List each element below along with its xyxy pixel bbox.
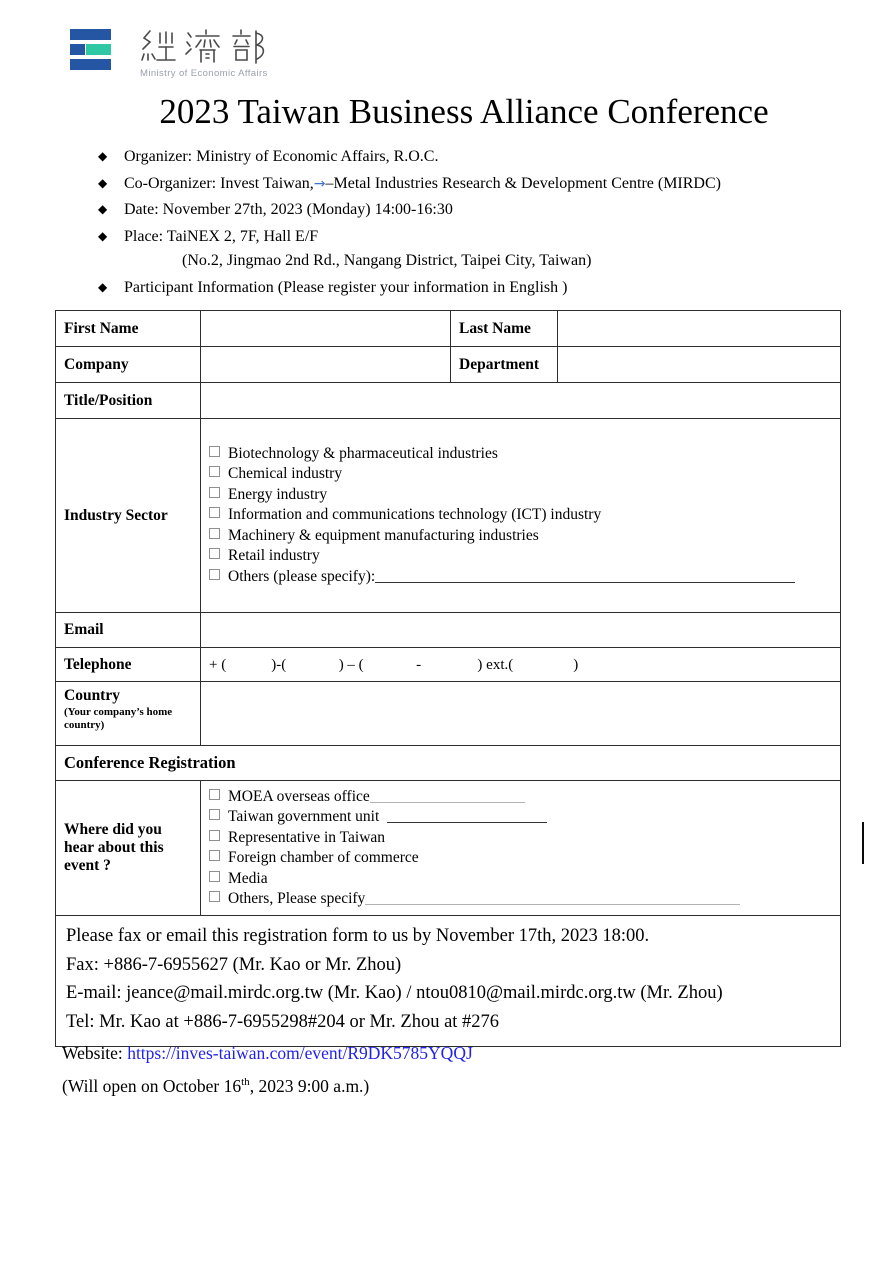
table-row	[56, 682, 841, 746]
participant-text: Participant Information (Please register your information in English )	[124, 278, 568, 296]
industry-option-label: Energy industry	[228, 485, 328, 503]
checkbox-icon[interactable]	[209, 507, 220, 518]
telephone-input-cell[interactable]	[201, 648, 841, 682]
industry-option-label: Biotechnology & pharmaceutical industries	[228, 444, 498, 462]
hear-others-label: Others, Please specify	[228, 890, 366, 907]
telephone-format-text: + ( )-( ) – ( - ) ext.( )	[209, 656, 579, 673]
hear-option	[209, 848, 832, 869]
page-title: 2023 Taiwan Business Alliance Conference	[159, 92, 769, 131]
industry-others-label: Others (please specify):	[228, 567, 376, 585]
diamond-bullet-icon: ◆	[98, 202, 108, 216]
registration-table	[55, 310, 841, 1047]
industry-option	[209, 546, 832, 567]
checkbox-icon[interactable]	[209, 466, 220, 477]
telephone-label: Telephone	[56, 648, 201, 682]
table-row	[56, 648, 841, 682]
note-deadline-text: Please fax or email this registration form to us by November 17th, 2023 18:00.	[66, 926, 650, 946]
open-note-suffix: , 2023 9:00 a.m.)	[249, 1076, 370, 1096]
open-note-superscript: th	[241, 1076, 250, 1089]
website-url-link[interactable]: https://inves-taiwan.com/event/R9DK5785YQQJ	[127, 1043, 473, 1063]
hear-option-label: MOEA overseas office	[228, 787, 370, 805]
hear-option-blank-line[interactable]	[387, 808, 547, 823]
last-name-input-cell[interactable]	[558, 311, 841, 347]
event-info-list	[98, 147, 868, 304]
note-tel-text: Tel: Mr. Kao at +886-7-6955298#204 or Mr. Zhou at #276	[66, 1011, 500, 1032]
country-label-cell	[56, 682, 201, 746]
first-name-label: First Name	[56, 311, 201, 347]
company-input-cell[interactable]	[201, 347, 451, 383]
industry-option	[209, 444, 832, 465]
hear-option	[209, 869, 832, 890]
checkbox-icon[interactable]	[209, 789, 220, 800]
moea-logo	[70, 28, 275, 79]
diamond-bullet-icon: ◆	[98, 175, 108, 190]
industry-option	[209, 526, 832, 547]
hear-option-label: Taiwan government unit	[228, 808, 380, 825]
hear-option	[209, 787, 832, 808]
industry-option-others	[209, 567, 832, 588]
note-email-text: E-mail: jeance@mail.mirdc.org.tw (Mr. Kao) / ntou0810@mail.mirdc.org.tw (Mr. Zhou)	[66, 983, 723, 1003]
conference-registration-header: Conference Registration	[56, 746, 841, 781]
hear-option-label: Representative in Taiwan	[228, 828, 386, 846]
place-address-text: (No.2, Jingmao 2nd Rd., Nangang District, Taipei City, Taiwan)	[182, 252, 592, 269]
checkbox-icon[interactable]	[209, 569, 220, 580]
country-sublabel: (Your company’s home country)	[64, 706, 173, 731]
email-label: Email	[56, 613, 201, 648]
hear-option-label: Media	[228, 869, 268, 887]
department-input-cell[interactable]	[558, 347, 841, 383]
first-name-input-cell[interactable]	[201, 311, 451, 347]
industry-sector-options-cell	[201, 419, 841, 613]
industry-option-label: Chemical industry	[228, 465, 343, 483]
checkbox-icon[interactable]	[209, 871, 220, 882]
industry-option	[209, 485, 832, 506]
hear-option-others	[209, 889, 832, 910]
table-row	[56, 916, 841, 1047]
footer	[62, 1042, 473, 1108]
website-label: Website:	[62, 1043, 128, 1063]
table-row	[56, 781, 841, 916]
moea-logo-bars-icon	[70, 28, 112, 71]
diamond-bullet-icon: ◆	[98, 149, 108, 163]
title-position-input-cell[interactable]	[201, 383, 841, 419]
hear-option	[209, 828, 832, 849]
hear-option-label: Foreign chamber of commerce	[228, 849, 419, 866]
industry-others-blank-line[interactable]	[375, 568, 795, 583]
title-position-label: Title/Position	[56, 383, 201, 419]
industry-sector-label: Industry Sector	[56, 419, 201, 613]
track-change-arrow-icon: →	[313, 175, 326, 192]
industry-option-label: Retail industry	[228, 547, 320, 565]
checkbox-icon[interactable]	[209, 548, 220, 559]
industry-option	[209, 464, 832, 485]
table-row	[56, 347, 841, 383]
industry-option-label: Information and communications technology (ICT) industry	[228, 506, 602, 524]
last-name-label: Last Name	[451, 311, 558, 347]
checkbox-icon[interactable]	[209, 809, 220, 820]
table-row	[56, 613, 841, 648]
moea-logo-zh-text	[140, 28, 275, 66]
moea-logo-en-text: Ministry of Economic Affairs	[140, 68, 268, 79]
hear-option	[209, 807, 832, 828]
note-fax-text: Fax: +886-7-6955627 (Mr. Kao or Mr. Zhou)	[66, 954, 402, 975]
checkbox-icon[interactable]	[209, 850, 220, 861]
checkbox-icon[interactable]	[209, 487, 220, 498]
checkbox-icon[interactable]	[209, 891, 220, 902]
hear-option-blank-line[interactable]	[370, 788, 525, 803]
industry-option	[209, 505, 832, 526]
table-row	[56, 419, 841, 613]
email-input-cell[interactable]	[201, 613, 841, 648]
department-label: Department	[451, 347, 558, 383]
organizer-line	[98, 147, 868, 167]
open-note-prefix: (Will open on October 16	[62, 1076, 242, 1096]
co-organizer-text-rest: Metal Industries Research & Development Centre (MIRDC)	[333, 174, 721, 192]
diamond-bullet-icon: ◆	[98, 279, 108, 294]
website-line	[62, 1042, 473, 1065]
table-row	[56, 746, 841, 781]
co-organizer-text: Co-Organizer: Invest Taiwan,	[124, 174, 314, 192]
table-row	[56, 311, 841, 347]
checkbox-icon[interactable]	[209, 830, 220, 841]
moea-logo-text	[140, 28, 275, 79]
co-organizer-line	[98, 174, 868, 194]
open-date-line	[62, 1075, 473, 1098]
track-change-bar	[862, 822, 864, 864]
submission-note-cell	[56, 916, 841, 1047]
date-text: Date: November 27th, 2023 (Monday) 14:00-16:30	[124, 201, 453, 218]
participant-line	[98, 278, 868, 298]
diamond-bullet-icon: ◆	[98, 228, 108, 243]
hear-about-options-cell	[201, 781, 841, 916]
checkbox-icon[interactable]	[209, 446, 220, 457]
place-line	[98, 227, 868, 271]
organizer-text: Organizer: Ministry of Economic Affairs, R.O.C.	[124, 148, 439, 165]
hear-about-label: Where did you hear about this event ?	[56, 781, 201, 916]
checkbox-icon[interactable]	[209, 528, 220, 539]
country-input-cell[interactable]	[201, 682, 841, 746]
industry-option-label: Machinery & equipment manufacturing industries	[228, 526, 539, 544]
company-label: Company	[56, 347, 201, 383]
table-row	[56, 383, 841, 419]
co-organizer-dash: –	[325, 174, 334, 192]
place-text: Place: TaiNEX 2, 7F, Hall E/F	[124, 227, 319, 245]
country-label: Country	[64, 687, 120, 704]
hear-others-blank-line[interactable]	[365, 890, 740, 905]
date-line	[98, 200, 868, 220]
